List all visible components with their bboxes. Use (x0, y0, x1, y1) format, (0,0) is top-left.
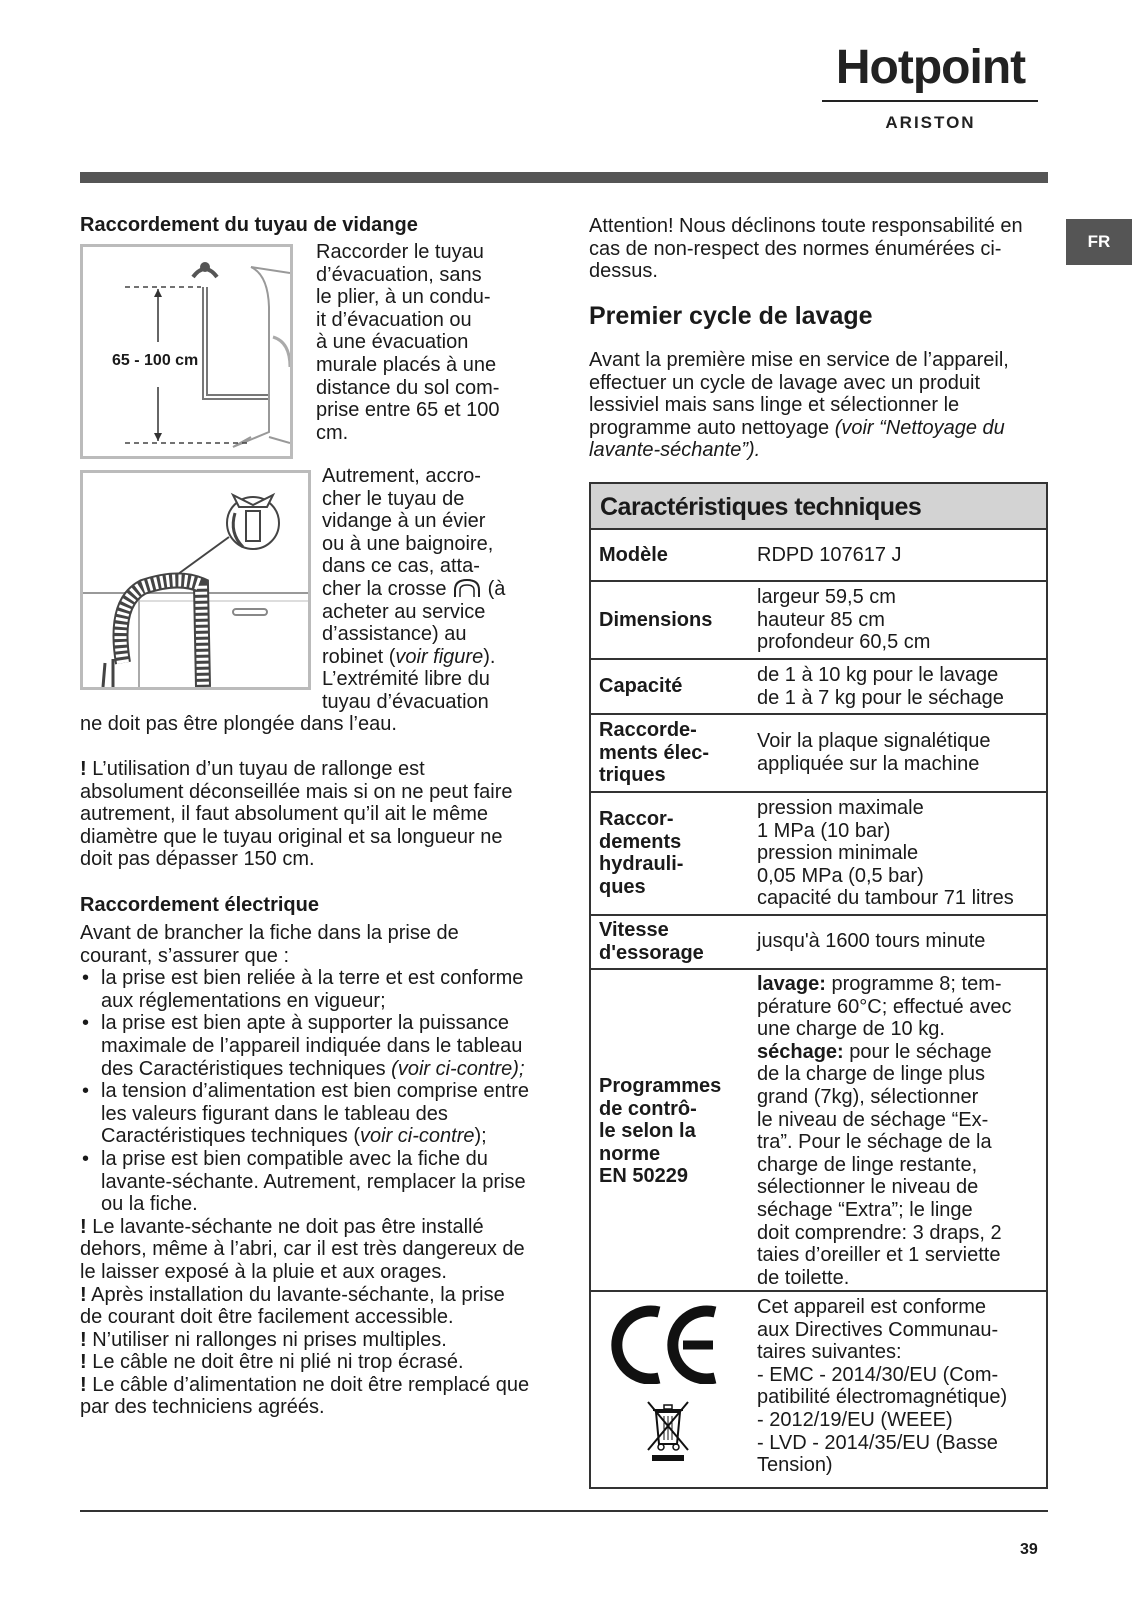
warning-item: ! Après installation du lavante-séchante, la prise de courant doit être facilement accessible. (80, 1283, 505, 1329)
warning-item: ! Le câble ne doit être ni plié ni trop écrasé. (80, 1351, 464, 1374)
electrical-intro: Avant de brancher la fiche dans la prise de courant, s’assurer que : (80, 922, 459, 967)
language-tab: FR (1066, 219, 1132, 265)
spec-value-spin: jusqu'à 1600 tours minute (757, 930, 986, 952)
table-row (591, 1292, 1046, 1487)
page-number: 39 (1020, 1541, 1038, 1558)
spec-label-programs: Programmes de contrô- le selon la norme EN 50229 (599, 1075, 722, 1188)
spec-label-electrical: Raccorde- ments élec- triques (599, 719, 710, 787)
sink-instruction-end: ne doit pas être plongée dans l’eau. (80, 713, 397, 735)
table-row (591, 530, 1046, 582)
list-item: • la prise est bien reliée à la terre et est conforme aux réglementations en vigueur; (80, 967, 532, 1012)
table-row (591, 970, 1046, 1292)
weee-bin-icon (646, 1400, 690, 1462)
electrical-checklist (80, 967, 532, 1216)
spec-label-model: Modèle (599, 544, 668, 566)
spec-value-hydraulic: pression maximale 1 MPa (10 bar) pression minimale 0,05 MPa (0,5 bar) capacité du tambour 71 litres (757, 797, 1014, 910)
table-row (591, 582, 1046, 660)
attention-notice: Attention! Nous déclinons toute responsabilité en cas de non-respect des normes énumérées ci-dessus. (589, 215, 1023, 283)
section-title-electrical: Raccordement électrique (80, 894, 319, 916)
figure-sink-hook (80, 470, 311, 690)
sink-hook-illustration (83, 473, 308, 687)
spec-value-electrical: Voir la plaque signalétique appliquée sur la machine (757, 730, 991, 775)
list-item: • la prise est bien apte à supporter la puissance maximale de l’appareil indiquée dans le tableau des Caractéristiques techniques (voir ci-contre); (80, 1012, 532, 1080)
table-row (591, 916, 1046, 970)
spec-label-dimensions: Dimensions (599, 609, 713, 631)
section-title-first-cycle: Premier cycle de lavage (589, 302, 873, 330)
warning-item: ! N’utiliser ni rallonges ni prises multiples. (80, 1328, 447, 1351)
warning-item: ! Le lavante-séchante ne doit pas être installé dehors, même à l’abri, car il est très dangereux de le laisser exposé à la pluie et aux orages. (80, 1215, 525, 1283)
spec-table-title: Caractéristiques techniques (600, 493, 922, 521)
logo-rule (822, 100, 1038, 102)
header-bar (80, 172, 1048, 183)
figure-height-label: 65 - 100 cm (112, 352, 199, 369)
table-row (591, 793, 1046, 916)
warning-item: ! Le câble d’alimentation ne doit être remplacé que par des techniciens agréés. (80, 1373, 530, 1419)
spec-value-capacity: de 1 à 10 kg pour le lavage de 1 à 7 kg pour le séchage (757, 664, 1004, 709)
list-item: • la prise est bien compatible avec la fiche du lavante-séchante. Autrement, remplacer la prise ou la fiche. (80, 1148, 532, 1216)
ce-mark-icon (611, 1304, 721, 1384)
footer-rule (80, 1510, 1048, 1512)
spec-table (589, 482, 1048, 1489)
table-row (591, 715, 1046, 793)
spec-label-spin: Vitesse d'essorage (599, 919, 704, 964)
spec-label-capacity: Capacité (599, 675, 683, 697)
sink-instruction-text: Autrement, accro- cher le tuyau de vidange à un évier ou à une baignoire, dans ce cas, atta- cher la crosse (à acheter au service d’assistance) au robinet (voir figure). L’extrémité libre du tuyau d’évacuation (322, 465, 506, 713)
spec-value-dimensions: largeur 59,5 cm hauteur 85 cm profondeur 60,5 cm (757, 586, 931, 654)
spec-value-model: RDPD 107617 J (757, 544, 902, 566)
brand-sub-logo: ARISTON (885, 113, 976, 132)
section-title-drain-hose: Raccordement du tuyau de vidange (80, 214, 418, 236)
list-item: • la tension d’alimentation est bien comprise entre les valeurs figurant dans le tableau des Caractéristiques techniques (voir ci-contre); (80, 1080, 532, 1148)
spec-value-ce: Cet appareil est conforme aux Directives Communau- taires suivantes: - EMC - 2014/30/EU (Com- patibilité électromagnétique) - 2012/19/EU (WEEE) - LVD - 2014/35/EU (Basse Tension) (757, 1296, 1008, 1477)
extension-hose-warning: ! L’utilisation d’un tuyau de rallonge est absolument déconseillée mais si on ne peut faire autrement, il faut absolument qu’il ait le même diamètre que le tuyau original et sa longueur ne doit pas dépasser 150 cm. (80, 758, 513, 871)
hose-hook-icon (452, 578, 482, 598)
spec-label-hydraulic: Raccor- dements hydrauli- ques (599, 808, 684, 898)
brand-logo: Hotpoint (835, 41, 1026, 94)
drain-instruction-text: Raccorder le tuyau d’évacuation, sans le plier, à un condu- it d’évacuation ou à une évacuation murale placés à une distance du sol com- prise entre 65 et 100 cm. (316, 241, 500, 444)
electrical-section-body (80, 922, 532, 1419)
first-cycle-text: Avant la première mise en service de l’appareil, effectuer un cycle de lavage avec un produit lessiviel mais sans linge et sélectionner le programme auto nettoyage (voir “Nettoyage du lavante-séchante”). (589, 349, 1009, 462)
table-row (591, 660, 1046, 715)
spec-value-programs: lavage: programme 8; tem- pérature 60°C; effectué avec une charge de 10 kg. séchage: pour le séchage de la charge de linge plus grand (7kg), sélectionner le niveau de séchage “Ex- tra”. Pour le séchage de la charge de linge restante, sélectionner le niveau de séchage “Extra”; le linge doit comprendre: 3 draps, 2 taies d’oreiller et 1 serviette de toilette. (757, 973, 1012, 1289)
spec-table-header (591, 484, 1046, 530)
